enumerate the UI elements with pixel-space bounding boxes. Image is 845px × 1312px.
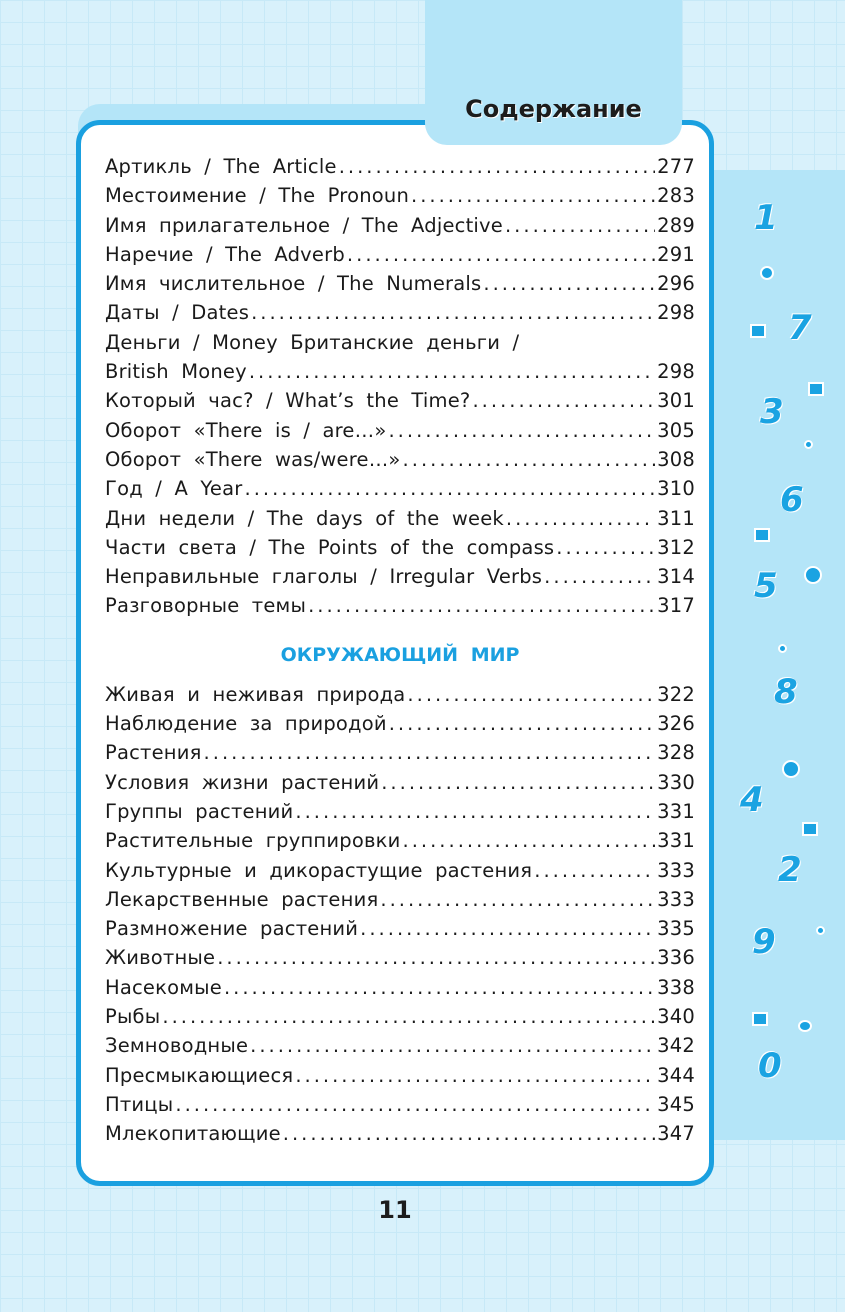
toc-entry-title: Животные [105, 946, 216, 970]
dot-leader [224, 976, 655, 999]
toc-entry [105, 976, 695, 1005]
toc-entry-title: Млекопитающие [105, 1122, 281, 1146]
toc-entry-page: 312 [657, 535, 695, 559]
toc-entry [105, 507, 695, 536]
toc-entry-title: Местоимение / The Pronoun [105, 184, 410, 208]
toc-entry-page: 308 [657, 447, 695, 471]
decorative-digit: 7 [788, 308, 812, 348]
dot-leader [380, 888, 655, 911]
dot-leader [347, 243, 655, 266]
contents-panel [76, 120, 714, 1186]
toc-entry-title: Наблюдение за природой [105, 712, 387, 736]
toc-entry [105, 389, 695, 418]
dot-leader [339, 155, 655, 178]
toc-entry-page: 344 [657, 1063, 695, 1087]
toc-entry [105, 419, 695, 448]
toc-entry-page: 289 [657, 213, 695, 237]
decorative-digit: 0 [758, 1046, 782, 1086]
decorative-digit: 9 [752, 922, 776, 962]
dot-leader [283, 1122, 655, 1145]
toc-entry-page: 296 [657, 272, 695, 296]
toc-entry-title: Земноводные [105, 1034, 249, 1058]
decorative-digit: 5 [754, 566, 778, 606]
decorative-dot [804, 440, 813, 449]
dot-leader [556, 536, 655, 559]
toc-entry [105, 741, 695, 770]
toc-entry-title: Неправильные глаголы / Irregular Verbs [105, 565, 543, 589]
decorative-dot [804, 566, 822, 584]
dot-leader [162, 1005, 655, 1028]
dot-leader [472, 389, 655, 412]
toc-entry-title: Части света / The Points of the compass [105, 535, 555, 559]
toc-entry [105, 1034, 695, 1063]
toc-entry-page: 298 [657, 301, 695, 325]
decorative-digit-strip [712, 170, 845, 1140]
decorative-digit: 4 [740, 780, 764, 820]
toc-entry [105, 184, 695, 213]
toc-entry [105, 1093, 695, 1122]
toc-entry [105, 594, 695, 623]
toc-entry-page: 335 [657, 917, 695, 941]
decorative-dot [760, 266, 774, 280]
dot-leader [308, 594, 655, 617]
toc-entry-title: Условия жизни растений [105, 770, 380, 794]
dot-leader [483, 272, 655, 295]
dot-leader [506, 507, 655, 530]
toc-entry-page: 326 [657, 712, 695, 736]
toc-entry-title: Птицы [105, 1092, 174, 1116]
toc-entry-title: Деньги / Money Британские деньги / [105, 330, 520, 354]
toc-entry-page: 298 [657, 360, 695, 384]
decorative-digit: 2 [778, 850, 802, 890]
toc-entry-page: 328 [657, 741, 695, 765]
dot-leader [403, 829, 656, 852]
dot-leader [388, 419, 655, 442]
decorative-dot [798, 1020, 812, 1032]
dot-leader [251, 301, 655, 324]
decorative-dot [778, 644, 787, 653]
toc-entry-title: Культурные и дикорастущие растения [105, 858, 533, 882]
toc-entry-title: Который час? / What’s the Time? [105, 389, 471, 413]
header-tab [425, 0, 682, 145]
toc-entry-title: Имя прилагательное / The Adjective [105, 213, 503, 237]
dot-leader [403, 448, 656, 471]
toc-entry [105, 800, 695, 829]
toc-entry-page: 322 [657, 682, 695, 706]
toc-entry [105, 536, 695, 565]
dot-leader [534, 859, 655, 882]
toc-entry [105, 477, 695, 506]
dot-leader [245, 477, 656, 500]
dot-leader [217, 946, 655, 969]
toc-entry-page: 305 [657, 418, 695, 442]
toc-entry [105, 771, 695, 800]
toc-entry-page: 311 [657, 506, 695, 530]
toc-entry [105, 155, 695, 184]
toc-entry-title: Оборот «There was/were…» [105, 447, 401, 471]
toc-entry-page: 310 [657, 477, 695, 501]
toc-entry-page: 342 [657, 1034, 695, 1058]
contents-list [105, 155, 695, 1152]
decorative-dot [752, 1012, 768, 1026]
toc-entry-page: 333 [657, 887, 695, 911]
toc-entry [105, 243, 695, 272]
dot-leader [544, 565, 655, 588]
dot-leader [250, 1034, 655, 1057]
toc-entry [105, 565, 695, 594]
toc-entry [105, 712, 695, 741]
toc-entry [105, 1122, 695, 1151]
toc-entry [105, 829, 695, 858]
decorative-dot [808, 382, 824, 396]
toc-entry-title: Даты / Dates [105, 301, 250, 325]
dot-leader [249, 360, 655, 383]
toc-entry [105, 272, 695, 301]
toc-entry [105, 946, 695, 975]
decorative-digit: 1 [754, 198, 778, 238]
toc-entry-title: Дни недели / The days of the week [105, 506, 504, 530]
decorative-digit: 8 [774, 672, 798, 712]
toc-entry-page: 277 [657, 155, 695, 178]
toc-entry-page: 330 [657, 770, 695, 794]
dot-leader [204, 741, 656, 764]
toc-entry-title: Насекомые [105, 975, 222, 999]
toc-entry-title: British Money [105, 360, 247, 384]
page-title: Содержание [465, 95, 642, 123]
dot-leader [295, 800, 655, 823]
toc-entry-page: 331 [657, 829, 695, 853]
decorative-dot [782, 760, 800, 778]
toc-entry [105, 301, 695, 330]
toc-entry [105, 448, 695, 477]
toc-entry-page: 283 [657, 184, 695, 208]
toc-entry [105, 859, 695, 888]
toc-entry-title: Живая и неживая природа [105, 682, 406, 706]
toc-entry-page: 317 [657, 594, 695, 618]
toc-entry-title: Артикль / The Article [105, 155, 337, 178]
section-heading: ОКРУЖАЮЩИЙ МИР [280, 643, 520, 666]
toc-entry [105, 917, 695, 946]
toc-entry-page: 345 [657, 1092, 695, 1116]
dot-leader [175, 1093, 655, 1116]
dot-leader [389, 712, 655, 735]
toc-entry-page: 336 [657, 946, 695, 970]
dot-leader [360, 917, 655, 940]
toc-entry-title: Пресмыкающиеся [105, 1063, 294, 1087]
toc-entry [105, 214, 695, 243]
toc-entry-title: Размножение растений [105, 917, 359, 941]
decorative-dot [754, 528, 770, 542]
toc-entry-page: 301 [657, 389, 695, 413]
toc-entry-title: Растительные группировки [105, 829, 401, 853]
toc-entry-title: Растения [105, 741, 202, 765]
toc-entry [105, 1064, 695, 1093]
toc-entry-page: 333 [657, 858, 695, 882]
decorative-digit: 3 [760, 392, 784, 432]
decorative-dot [816, 926, 825, 935]
dot-leader [505, 214, 655, 237]
toc-entry-title: Рыбы [105, 1005, 161, 1029]
decorative-dot [802, 822, 818, 836]
toc-entry-page: 331 [657, 799, 695, 823]
toc-entry-title: Имя числительное / The Numerals [105, 272, 482, 296]
toc-entry-page: 314 [657, 565, 695, 589]
toc-entry [105, 888, 695, 917]
toc-entry-title: Разговорные темы [105, 594, 307, 618]
toc-entry-page: 338 [657, 975, 695, 999]
dot-leader [411, 184, 655, 207]
toc-entry-page: 291 [657, 242, 695, 266]
toc-entry-title: Лекарственные растения [105, 887, 379, 911]
toc-entry [105, 1005, 695, 1034]
toc-entry-title: Группы растений [105, 799, 294, 823]
toc-entry-title: Год / A Year [105, 477, 243, 501]
dot-leader [407, 683, 655, 706]
page-number: 11 [378, 1196, 412, 1224]
toc-entry-page: 340 [657, 1005, 695, 1029]
toc-entry-title: Наречие / The Adverb [105, 242, 345, 266]
toc-entry [105, 683, 695, 712]
toc-entry [105, 360, 695, 389]
toc-entry-title: Оборот «There is / are…» [105, 418, 387, 442]
dot-leader [295, 1064, 655, 1087]
toc-entry-page: 347 [657, 1122, 695, 1146]
dot-leader [381, 771, 655, 794]
decorative-digit: 6 [780, 480, 804, 520]
toc-entry [105, 331, 695, 360]
decorative-dot [750, 324, 766, 338]
